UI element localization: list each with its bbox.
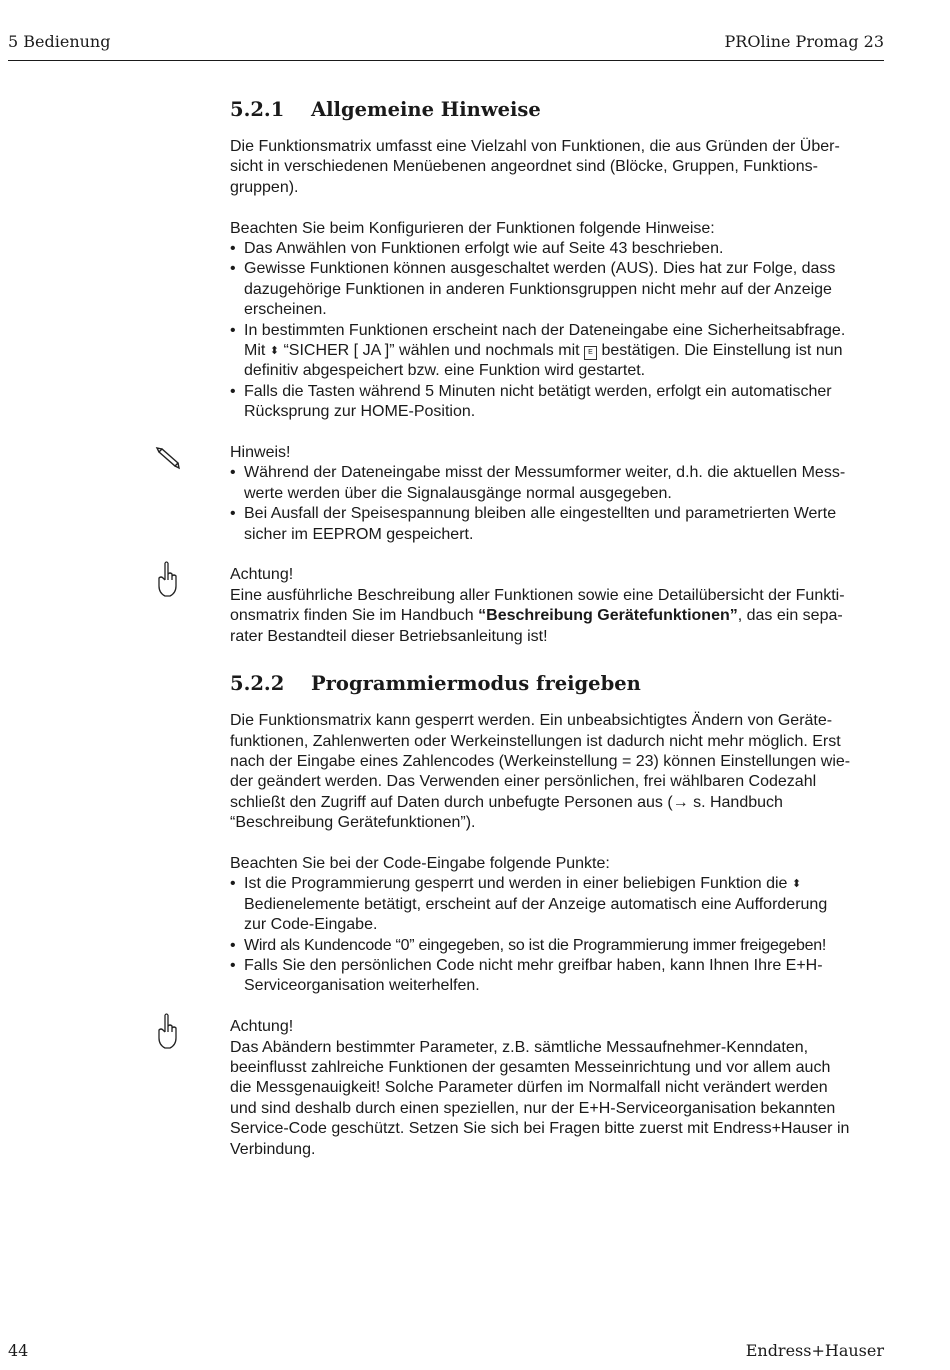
list-item: • In bestimmten Funktionen erscheint nach der Dateneingabe eine Sicherheitsabfrage. Mit ⬍ “SICHER [ JA ]” wählen und nochmals mit E bestätigen. Die Einstellung ist nun definitiv abgespeichert bzw. eine Funktion wird gestartet. — [230, 321, 886, 382]
list-item: • Wird als Kundencode “0” eingegeben, so ist die Programmierung immer freigegeben! — [230, 936, 886, 956]
hints-lead: Beachten Sie beim Konfigurieren der Funktionen folgende Hinweise: — [230, 219, 715, 237]
note-block — [230, 443, 886, 545]
lock-paragraph: Die Funktionsmatrix kann gesperrt werden. Ein unbeabsichtigtes Ändern von Geräte- funktionen, Zahlenwerten oder Werkeinstellungen ist dadurch nicht mehr möglich. Erst nach der Eingabe eines Zahlencodes (Werkeinstellung = 23) können Einstellungen wie- der geändert werden. Das Verwenden einer persönlichen, frei wählbaren Codezahl schließt den Zugriff auf Daten durch unbefugte Personen aus (→ s. Handbuch “Beschreibung Gerätefunktionen”). — [230, 712, 851, 832]
page-content — [230, 96, 886, 1160]
intro-paragraph — [230, 137, 886, 198]
list-item: • Während der Dateneingabe misst der Messumformer weiter, d.h. die aktuellen Mess- werte werden über die Signalausgänge normal ausgegeben. — [230, 463, 886, 504]
plus-minus-key-icon: ⬍ — [791, 878, 802, 891]
section-title: Programmiermodus freigeben — [311, 672, 641, 696]
list-item: • Bei Ausfall der Speisespannung bleiben alle eingestellten und parametrierten Werte sicher im EEPROM gespeichert. — [230, 504, 886, 545]
section-heading-5-2-2 — [230, 670, 886, 698]
enter-key-icon: E — [584, 346, 597, 360]
code-lead: Beachten Sie bei der Code-Eingabe folgende Punkte: — [230, 854, 610, 872]
page-footer — [8, 1341, 884, 1365]
caution-title: Achtung! — [230, 566, 294, 584]
pointing-hand-icon — [153, 560, 183, 600]
section-heading-5-2-1 — [230, 96, 886, 124]
plus-minus-key-icon: ⬍ — [269, 345, 279, 358]
pencil-icon — [153, 442, 183, 482]
company-logo-text: Endress+Hauser — [745, 1341, 884, 1360]
page-number: 44 — [8, 1341, 29, 1360]
caution-title: Achtung! — [230, 1018, 294, 1036]
code-list — [230, 874, 886, 996]
hints-list — [230, 239, 886, 423]
caution-block-2: Achtung! Das Abändern bestimmter Parameter, z.B. sämtliche Messaufnehmer-Kenndaten, beeinflusst zahlreiche Funktionen der gesamten Messeinrichtung und vor allem auch die Messgenauigkeit! Solche Parameter dürfen im Normalfall nicht verändert werden und sind deshalb durch einen speziellen, nur der E+H-Serviceorganisation bekannten Service-Code geschützt. Setzen Sie sich bei Fragen bitte zuerst mit Endress+Hauser in Verbindung. — [230, 1017, 886, 1160]
pointing-hand-icon-2 — [153, 1012, 183, 1052]
section-number: 5.2.2 — [230, 672, 285, 696]
note-title: Hinweis! — [230, 444, 291, 462]
text-line: gruppen). — [230, 178, 299, 196]
header-chapter: 5 Bedienung — [8, 32, 111, 51]
section-title: Allgemeine Hinweise — [311, 98, 541, 121]
list-item: • Das Anwählen von Funktionen erfolgt wie auf Seite 43 beschrieben. — [230, 239, 886, 259]
arrow-icon: → — [672, 793, 689, 811]
list-item: • Ist die Programmierung gesperrt und werden in einer beliebigen Funktion die ⬍ Bedienelemente betätigt, erscheint auf der Anzeige automatisch eine Aufforderung zur Code-Eingabe. — [230, 874, 886, 935]
header-product: PROline Promag 23 — [724, 32, 884, 51]
list-item: • Falls die Tasten während 5 Minuten nicht betätigt werden, erfolgt ein automatischer Rücksprung zur HOME-Position. — [230, 382, 886, 423]
caution-block: Achtung! Eine ausführliche Beschreibung aller Funktionen sowie eine Detailübersicht der Funkti- onsmatrix finden Sie im Handbuch “Beschreibung Gerätefunktionen”, das ein sepa- rater Bestandteil dieser Betriebsanleitung ist! — [230, 565, 886, 647]
text-line: Die Funktionsmatrix umfasst eine Vielzahl von Funktionen, die aus Gründen der Über- — [230, 138, 840, 155]
text-line: sicht in verschiedenen Menüebenen angeordnet sind (Blöcke, Gruppen, Funktions- — [230, 158, 818, 176]
list-item: • Gewisse Funktionen können ausgeschaltet werden (AUS). Dies hat zur Folge, dass dazugehörige Funktionen in anderen Funktionsgruppen nicht mehr auf der Anzeige erscheinen. — [230, 259, 886, 320]
section-number: 5.2.1 — [230, 98, 285, 121]
page-header — [8, 32, 884, 61]
list-item: • Falls Sie den persönlichen Code nicht mehr greifbar haben, kann Ihnen Ihre E+H- Serviceorganisation weiterhelfen. — [230, 956, 886, 997]
manual-reference: “Beschreibung Gerätefunktionen” — [478, 607, 738, 625]
